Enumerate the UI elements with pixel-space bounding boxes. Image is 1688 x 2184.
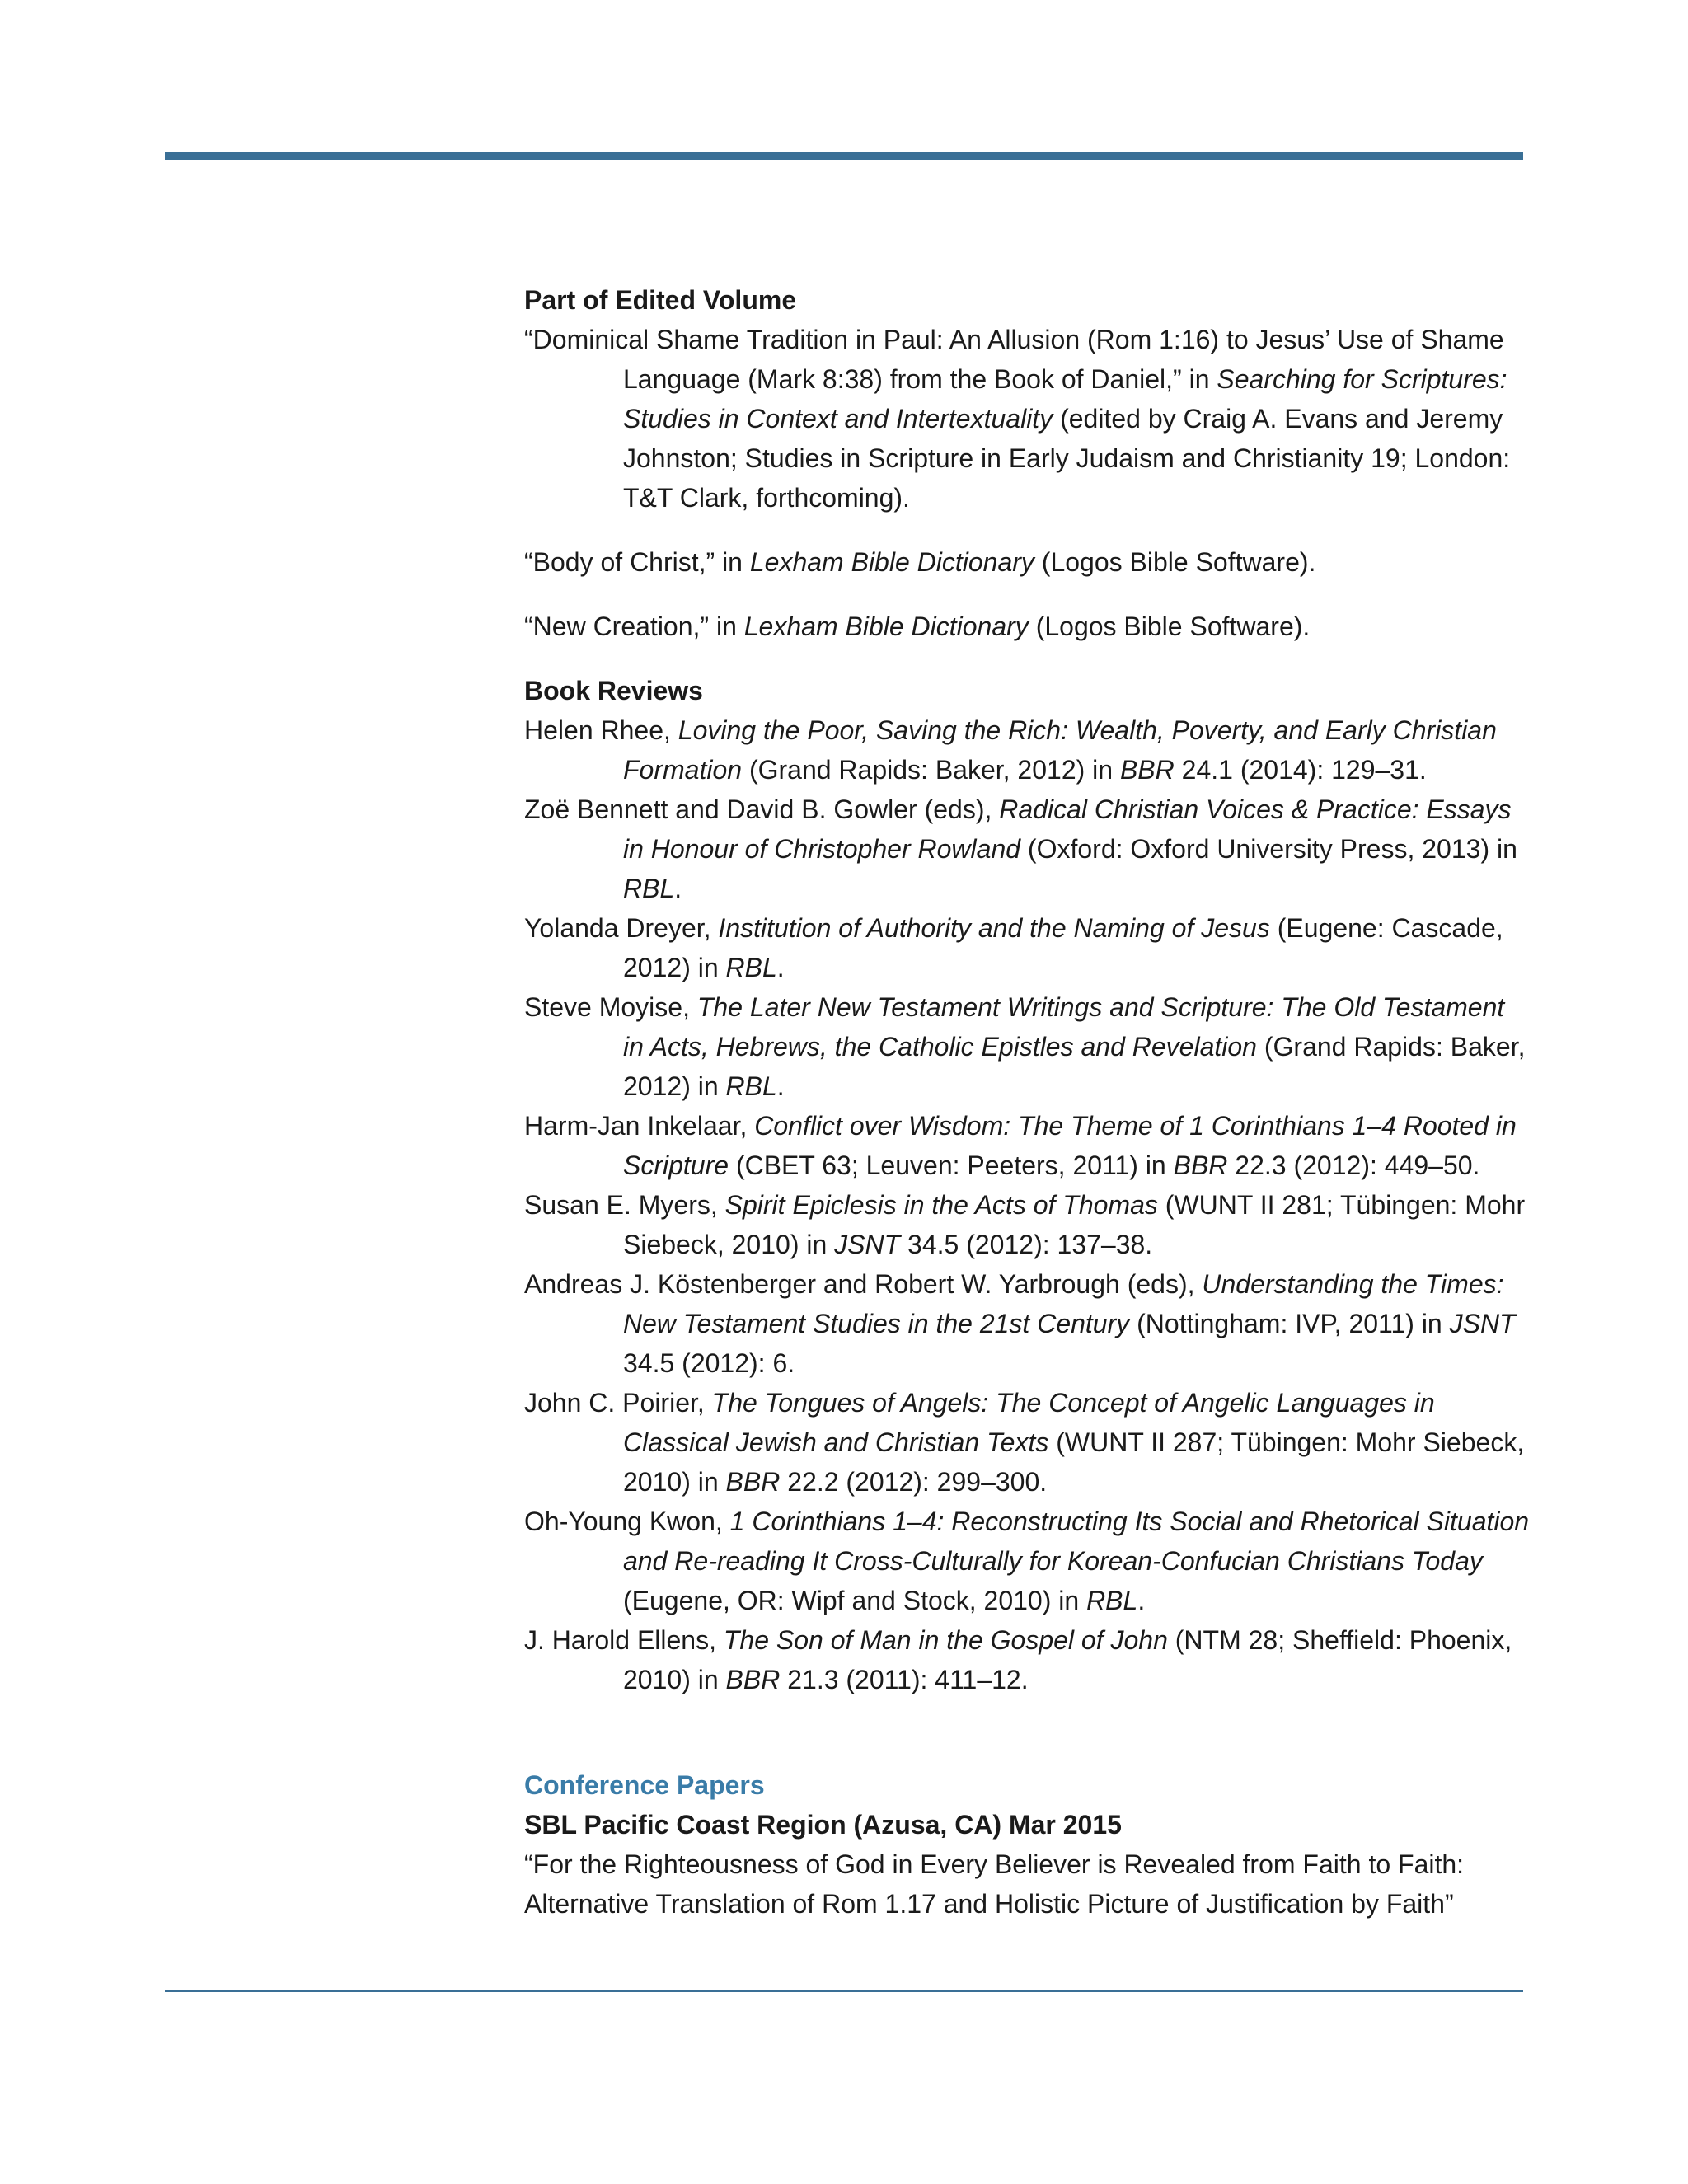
citation-title: Understanding the Times: New Testament Studies in the 21st Century xyxy=(623,1269,1504,1338)
book-review-entry xyxy=(524,1185,1530,1264)
citation-title: JSNT xyxy=(834,1230,901,1259)
top-rule xyxy=(165,152,1523,160)
citation-text: “Dominical Shame Tradition in Paul: An Allusion (Rom 1:16) to Jesus’ Use of Shame Language (Mark 8:38) from the Book of Daniel,” in xyxy=(524,325,1504,394)
conference-paper-line-1: “For the Righteousness of God in Every Believer is Revealed from Faith to Faith: xyxy=(524,1849,1465,1879)
citation-title: Spirit Epiclesis in the Acts of Thomas xyxy=(724,1190,1158,1220)
citation-text: (Eugene, OR: Wipf and Stock, 2010) in xyxy=(623,1586,1087,1615)
book-review-entry xyxy=(524,987,1530,1106)
book-reviews-list xyxy=(524,710,1530,1699)
book-review-entry xyxy=(524,790,1530,908)
citation-title: Lexham Bible Dictionary xyxy=(743,612,1029,641)
citation-text: . xyxy=(776,953,785,982)
citation-title: RBL xyxy=(725,953,777,982)
citation-text: 22.2 (2012): 299–300. xyxy=(780,1467,1048,1497)
citation-title: The Later New Testament Writings and Scripture: The Old Testament in Acts, Hebrews, the Catholic Epistles and Revelation xyxy=(623,992,1505,1062)
citation-text: . xyxy=(1137,1586,1146,1615)
citation-title: Radical Christian Voices & Practice: Essays in Honour of Christopher Rowland xyxy=(623,794,1512,864)
citation-title: 1 Corinthians 1–4: Reconstructing Its Social and Rhetorical Situation and Re-reading It Cross-Culturally for Korean-Confucian Christians Today xyxy=(623,1507,1530,1576)
citation-text: Harm-Jan Inkelaar, xyxy=(524,1111,755,1141)
citation-text: (WUNT II 287; Tübingen: Mohr Siebeck, 2010) in xyxy=(623,1427,1525,1497)
citation-text: Steve Moyise, xyxy=(524,992,697,1022)
citation-text: (CBET 63; Leuven: Peeters, 2011) in xyxy=(729,1151,1174,1180)
citation-title: RBL xyxy=(725,1071,777,1101)
edited-volume-list xyxy=(524,320,1530,646)
edited-volume-heading: Part of Edited Volume xyxy=(524,285,797,315)
citation-text: (Grand Rapids: Baker, 2012) in xyxy=(742,755,1120,785)
citation-title: The Son of Man in the Gospel of John xyxy=(723,1625,1168,1655)
citation-text: (Nottingham: IVP, 2011) in xyxy=(1129,1309,1450,1338)
edited-volume-entry xyxy=(524,320,1530,518)
book-review-entry xyxy=(524,908,1530,987)
edited-volume-entry xyxy=(524,542,1530,582)
citation-text: . xyxy=(674,874,682,903)
citation-title: BBR xyxy=(1119,755,1175,785)
citation-text: Zoë Bennett and David B. Gowler (eds), xyxy=(524,794,1000,824)
page-content xyxy=(524,280,1530,1924)
citation-title: Searching for Scriptures: Studies in Context and Intertextuality xyxy=(623,364,1507,434)
citation-text: 34.5 (2012): 6. xyxy=(623,1348,795,1378)
book-review-entry xyxy=(524,1106,1530,1185)
citation-text: (Logos Bible Software). xyxy=(1034,547,1316,577)
citation-text: 21.3 (2011): 411–12. xyxy=(780,1665,1029,1694)
citation-text: (NTM 28; Sheffield: Phoenix, 2010) in xyxy=(623,1625,1512,1694)
citation-title: The Tongues of Angels: The Concept of Angelic Languages in Classical Jewish and Christian Texts xyxy=(623,1388,1435,1457)
citation-text: Susan E. Myers, xyxy=(524,1190,725,1220)
citation-text: 22.3 (2012): 449–50. xyxy=(1227,1151,1480,1180)
citation-text: (Logos Bible Software). xyxy=(1028,612,1311,641)
citation-text: John C. Poirier, xyxy=(524,1388,712,1418)
citation-text: . xyxy=(776,1071,785,1101)
citation-title: RBL xyxy=(623,874,675,903)
citation-text: Yolanda Dreyer, xyxy=(524,913,719,943)
citation-text: 24.1 (2014): 129–31. xyxy=(1174,755,1427,785)
book-reviews-heading: Book Reviews xyxy=(524,676,703,705)
citation-text: Andreas J. Köstenberger and Robert W. Yarbrough (eds), xyxy=(524,1269,1203,1299)
citation-title: BBR xyxy=(725,1467,781,1497)
citation-text: 34.5 (2012): 137–38. xyxy=(900,1230,1153,1259)
citation-title: Conflict over Wisdom: The Theme of 1 Corinthians 1–4 Rooted in Scripture xyxy=(623,1111,1517,1180)
citation-text: (Eugene: Cascade, 2012) in xyxy=(623,913,1503,982)
citation-text: Oh-Young Kwon, xyxy=(524,1507,730,1536)
book-review-entry xyxy=(524,1620,1530,1699)
citation-title: JSNT xyxy=(1449,1309,1516,1338)
citation-text: (Oxford: Oxford University Press, 2013) in xyxy=(1020,834,1517,864)
citation-title: RBL xyxy=(1086,1586,1138,1615)
citation-title: Loving the Poor, Saving the Rich: Wealth, Poverty, and Early Christian Formation xyxy=(623,715,1497,785)
book-review-entry xyxy=(524,1383,1530,1502)
conference-paper-line-2: Alternative Translation of Rom 1.17 and Holistic Picture of Justification by Faith” xyxy=(524,1889,1454,1919)
book-review-entry xyxy=(524,1502,1530,1620)
citation-text: “Body of Christ,” in xyxy=(524,547,750,577)
citation-text: (edited by Craig A. Evans and Jeremy Johnston; Studies in Scripture in Early Judaism and Christianity 19; London: T&T Clark, forthcoming). xyxy=(623,404,1511,513)
edited-volume-entry xyxy=(524,607,1530,646)
conference-papers-title: Conference Papers xyxy=(524,1770,765,1800)
book-review-entry xyxy=(524,710,1530,790)
citation-title: Lexham Bible Dictionary xyxy=(749,547,1034,577)
bottom-rule xyxy=(165,1990,1523,1992)
citation-title: Institution of Authority and the Naming of Jesus xyxy=(718,913,1270,943)
citation-text: (WUNT II 281; Tübingen: Mohr Siebeck, 2010) in xyxy=(623,1190,1526,1259)
book-review-entry xyxy=(524,1264,1530,1383)
citation-text: Helen Rhee, xyxy=(524,715,678,745)
citation-title: BBR xyxy=(1173,1151,1228,1180)
conference-event: SBL Pacific Coast Region (Azusa, CA) Mar 2015 xyxy=(524,1810,1122,1840)
citation-title: BBR xyxy=(725,1665,781,1694)
citation-text: J. Harold Ellens, xyxy=(524,1625,724,1655)
citation-text: “New Creation,” in xyxy=(524,612,744,641)
citation-text: (Grand Rapids: Baker, 2012) in xyxy=(623,1032,1526,1101)
